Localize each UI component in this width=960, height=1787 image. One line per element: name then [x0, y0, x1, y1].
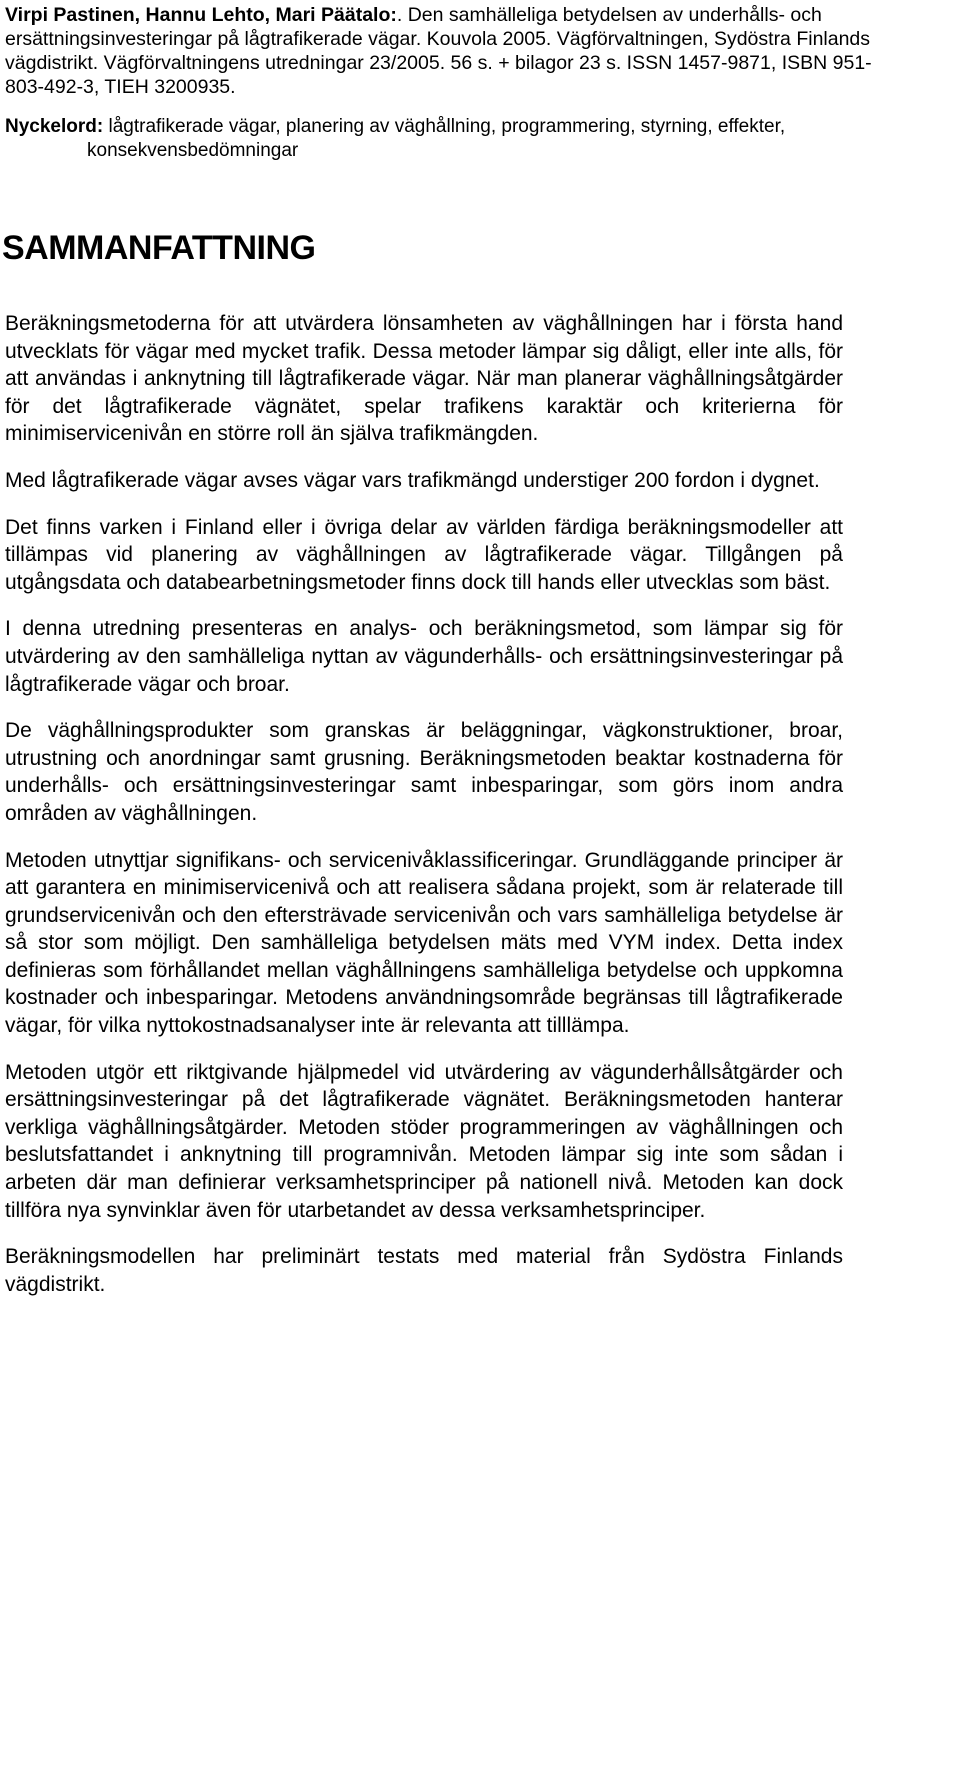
paragraph: I denna utredning presenteras en analys- och beräkningsmetod, som lämpar sig för utvärdering av den samhälleliga nyttan av vägunderhålls- och ersättningsinvesteringar på lågtrafikerade vägar och broar.: [5, 617, 843, 696]
summary-body: [5, 310, 843, 1317]
paragraph: Metoden utgör ett riktgivande hjälpmedel vid utvärdering av vägunderhållsåtgärder och ersättningsinvesteringar på det lågtrafikerade vägnätet. Beräkningsmetoden hanterar verkliga väghållningsåtgärder. Metoden stöder programmeringen av väghållningen och beslutsfattandet i anknytning till programnivån. Metoden lämpar sig inte som sådan i arbeten där man definierar verksamhetsprinciper på nationell nivå. Metoden kan dock tillföra nya synvinklar även för utarbetandet av dessa verksamhetsprinciper.: [5, 1060, 843, 1222]
citation: [5, 3, 875, 99]
section-heading: SAMMANFATTNING: [2, 229, 316, 267]
keywords: [5, 115, 935, 163]
paragraph: Beräkningsmetoderna för att utvärdera lönsamheten av väghållningen har i första hand utvecklats för vägar med mycket trafik. Dessa metoder lämpar sig dåligt, eller inte alls, för att användas i anknytning till lågtrafikerade vägar. När man planerar väghållningsåtgärder för det lågtrafikerade vägnätet, spelar trafikens karaktär och kriterierna för minimiservicenivån en större roll än själva trafikmängden.: [5, 312, 843, 446]
paragraph: Med lågtrafikerade vägar avses vägar vars trafikmängd understiger 200 fordon i dygnet.: [5, 468, 820, 492]
paragraph: Metoden utnyttjar signifikans- och servicenivåklassificeringar. Grundläggande principer är att garantera en minimiservicenivå och att realisera sådana projekt, som är relaterade till grundservicenivån och den eftersträvade servicenivån och vars samhälleliga betydelse är så stor som möjligt. Den samhälleliga betydelsen mäts med VYM index. Detta index definieras som förhållandet mellan väghållningens samhälleliga betydelse och uppkomna kostnader och inbesparingar. Metodens användningsområde begränsas till lågtrafikerade vägar, för vilka nyttokostnadsanalyser inte är relevanta att tilllämpa.: [5, 848, 843, 1038]
paragraph: Det finns varken i Finland eller i övriga delar av världen färdiga beräkningsmodeller att tillämpas vid planering av väghållningen av lågtrafikerade vägar. Tillgången på utgångsdata och databearbetningsmetoder finns dock till hands eller utvecklas som bäst.: [5, 515, 843, 594]
paragraph: Beräkningsmodellen har preliminärt testats med material från Sydöstra Finlands vägdistrikt.: [5, 1245, 843, 1296]
keywords-text: lågtrafikerade vägar, planering av väghållning, programmering, styrning, effekter, konsekvensbedömningar: [87, 116, 786, 161]
citation-details: . Den samhälleliga betydelsen av underhålls- och ersättningsinvesteringar på lågtrafikerade vägar. Kouvola 2005. Vägförvaltningen, Sydöstra Finlands vägdistrikt. Vägförvaltningens utredningar 23/2005. 56 s. + bilagor 23 s. ISSN 1457-9871, ISBN 951-803-492-3, TIEH 3200935.: [5, 4, 872, 98]
keywords-label: Nyckelord:: [5, 116, 104, 137]
paragraph: De väghållningsprodukter som granskas är beläggningar, vägkonstruktioner, broar, utrustning och anordningar samt grusning. Beräkningsmetoden beaktar kostnaderna för underhålls- och ersättningsinvesteringar samt inbesparingar, som görs inom andra områden av väghållningen.: [5, 719, 843, 825]
citation-authors: Virpi Pastinen, Hannu Lehto, Mari Päätalo:: [5, 4, 397, 26]
